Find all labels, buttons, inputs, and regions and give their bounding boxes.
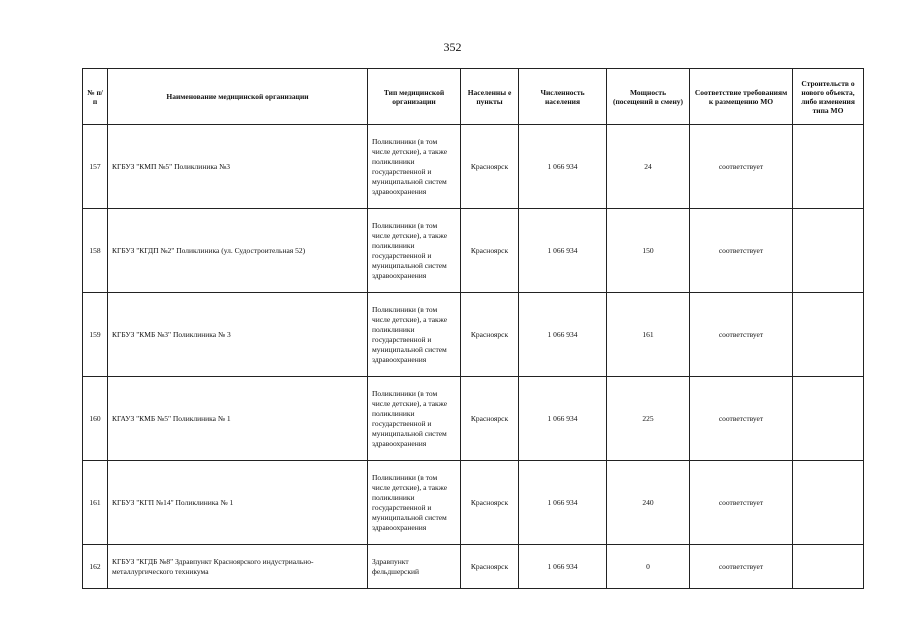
row-type: Поликлиники (в том числе детские), а также поликлиники государственной и муниципальной систем здравоохранения: [368, 125, 461, 209]
row-construction: [793, 377, 864, 461]
row-compliance: соответствует: [690, 209, 793, 293]
row-num: 159: [83, 293, 108, 377]
row-construction: [793, 125, 864, 209]
table-row: [83, 545, 864, 589]
table-row: [83, 209, 864, 293]
row-compliance: соответствует: [690, 545, 793, 589]
table-row: [83, 377, 864, 461]
row-name: КГБУЗ "КГП №14" Поликлиника № 1: [108, 461, 368, 545]
row-population: 1 066 934: [519, 125, 607, 209]
row-name: КГБУЗ "КМП №5" Поликлиника №3: [108, 125, 368, 209]
row-capacity: 0: [607, 545, 690, 589]
row-capacity: 150: [607, 209, 690, 293]
row-num: 162: [83, 545, 108, 589]
row-construction: [793, 461, 864, 545]
row-name: КГБУЗ "КГДБ №8" Здравпункт Красноярского индустриально-металлургического техникума: [108, 545, 368, 589]
table-header-row: [83, 69, 864, 125]
header-compliance: Соответствие требованиям к размещению МО: [690, 69, 793, 125]
row-settlement: Красноярск: [461, 209, 519, 293]
row-capacity: 161: [607, 293, 690, 377]
row-construction: [793, 545, 864, 589]
row-population: 1 066 934: [519, 545, 607, 589]
row-num: 157: [83, 125, 108, 209]
row-construction: [793, 293, 864, 377]
row-settlement: Красноярск: [461, 461, 519, 545]
row-settlement: Красноярск: [461, 377, 519, 461]
row-compliance: соответствует: [690, 377, 793, 461]
table-row: [83, 125, 864, 209]
header-capacity: Мощность (посещений в смену): [607, 69, 690, 125]
row-name: КГБУЗ "КМБ №3" Поликлиника № 3: [108, 293, 368, 377]
table-row: [83, 293, 864, 377]
row-capacity: 24: [607, 125, 690, 209]
row-capacity: 240: [607, 461, 690, 545]
row-population: 1 066 934: [519, 293, 607, 377]
medical-organizations-table: [82, 68, 864, 589]
row-name: КГБУЗ "КГДП №2" Поликлиника (ул. Судостроительная 52): [108, 209, 368, 293]
row-type: Поликлиники (в том числе детские), а также поликлиники государственной и муниципальной систем здравоохранения: [368, 461, 461, 545]
row-construction: [793, 209, 864, 293]
row-type: Поликлиники (в том числе детские), а также поликлиники государственной и муниципальной систем здравоохранения: [368, 209, 461, 293]
table-row: [83, 461, 864, 545]
header-type: Тип медицинской организации: [368, 69, 461, 125]
row-settlement: Красноярск: [461, 125, 519, 209]
page-number: 352: [443, 40, 462, 54]
header-settlements: Населенны е пункты: [461, 69, 519, 125]
row-compliance: соответствует: [690, 293, 793, 377]
header-num: № п/п: [83, 69, 108, 125]
row-population: 1 066 934: [519, 377, 607, 461]
row-type: Здравпункт фельдшерский: [368, 545, 461, 589]
row-settlement: Красноярск: [461, 293, 519, 377]
header-population: Численность населения: [519, 69, 607, 125]
row-settlement: Красноярск: [461, 545, 519, 589]
header-construction: Строительств о нового объекта, либо изменения типа МО: [793, 69, 864, 125]
row-compliance: соответствует: [690, 125, 793, 209]
row-name: КГАУЗ "КМБ №5" Поликлиника № 1: [108, 377, 368, 461]
row-type: Поликлиники (в том числе детские), а также поликлиники государственной и муниципальной систем здравоохранения: [368, 293, 461, 377]
row-num: 161: [83, 461, 108, 545]
row-num: 160: [83, 377, 108, 461]
row-type: Поликлиники (в том числе детские), а также поликлиники государственной и муниципальной систем здравоохранения: [368, 377, 461, 461]
row-population: 1 066 934: [519, 209, 607, 293]
row-capacity: 225: [607, 377, 690, 461]
row-num: 158: [83, 209, 108, 293]
header-name: Наименование медицинской организации: [108, 69, 368, 125]
row-population: 1 066 934: [519, 461, 607, 545]
row-compliance: соответствует: [690, 461, 793, 545]
